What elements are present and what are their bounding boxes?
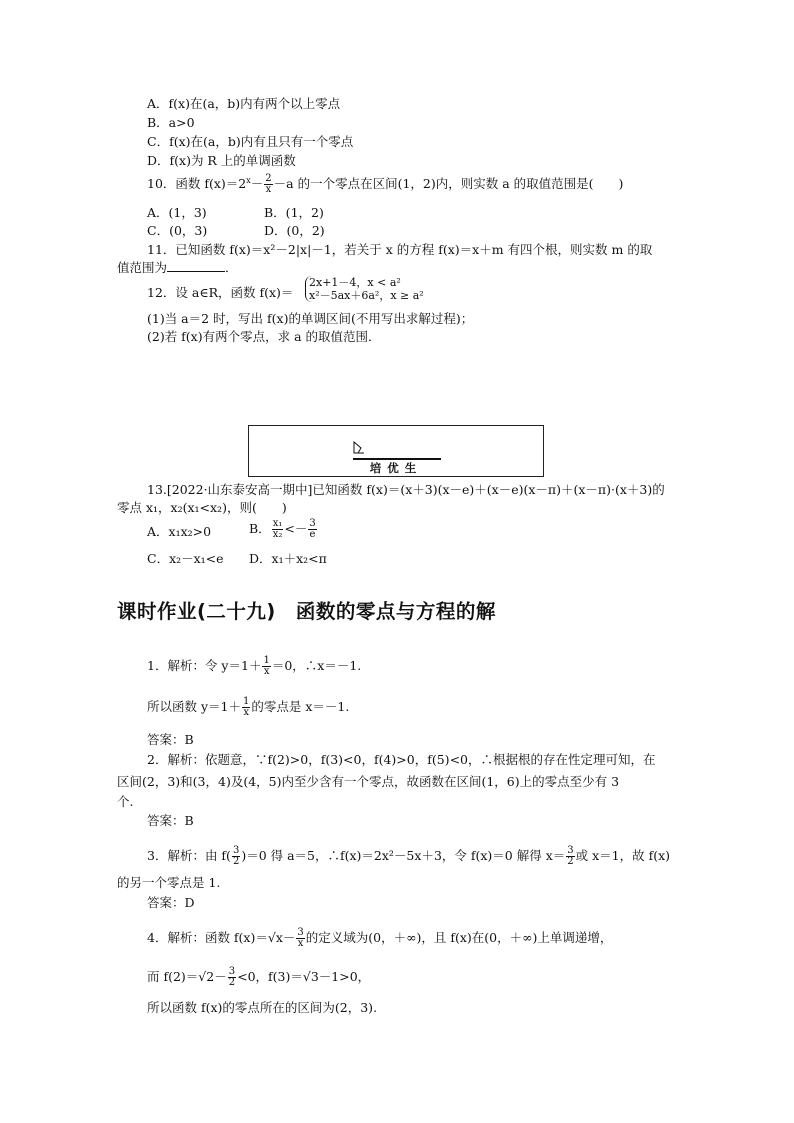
- q10-option-c: C．(0，3): [147, 223, 208, 238]
- q13-b-mid: <－: [284, 521, 308, 536]
- q11-end: ．: [225, 260, 238, 275]
- a1-l2-pre: 所以函数 y＝1＋: [147, 699, 241, 714]
- q11-line2: [117, 260, 238, 276]
- q13-b-frac2: [308, 519, 316, 540]
- q12-part1: (1)当 a＝2 时，写出 f(x)的单调区间(不用写出求解过程)；: [147, 311, 474, 326]
- answer1-result: 答案：B: [147, 732, 194, 747]
- q9-option-c: C．f(x)在(a，b)内有且只有一个零点: [147, 134, 354, 149]
- q9-option-b: B．a>0: [147, 115, 195, 130]
- a1-frac-num: 1: [263, 655, 270, 666]
- a1-pre: 1．解析：令 y＝1＋: [147, 658, 262, 673]
- answer3-line1: [147, 846, 670, 867]
- q11-line2-text: 值范围为: [117, 260, 168, 275]
- q11-line1: 11．已知函数 f(x)＝x²－2|x|－1，若关于 x 的方程 f(x)＝x＋m 有四个根，则实数 m 的取: [147, 242, 653, 257]
- q13-b-num2: 3: [309, 518, 316, 529]
- a4-l2-frac-num: 3: [228, 966, 236, 977]
- q10-stem-post: －a 的一个零点在区间(1，2)内，则实数 a 的取值范围是( ): [273, 176, 624, 191]
- a4-l2-frac-den: 2: [228, 977, 236, 988]
- q13-line2: 零点 x₁，x₂(x₁<x₂)，则( ): [117, 500, 287, 515]
- q10-minus: －: [250, 176, 264, 191]
- a3-frac2-num: 3: [567, 845, 574, 856]
- a4-l2-pre: 而 f(2)＝√2－: [147, 969, 227, 984]
- q10-exponent: x: [246, 175, 251, 185]
- answer1-line1: [147, 656, 361, 677]
- a4-frac-den: x: [297, 938, 304, 949]
- q13-option-d: D．x₁＋x₂<π: [249, 551, 327, 566]
- a3-frac-den: 2: [232, 856, 240, 867]
- q13-line1: 13.[2022·山东泰安高一期中]已知函数 f(x)＝(x＋3)(x－e)＋(x－e)(x－π)＋(x－π)·(x＋3)的: [147, 482, 665, 497]
- a1-l2-fraction: [242, 697, 250, 718]
- pencil-icon: [352, 440, 366, 456]
- answer2-line3: 个.: [117, 794, 134, 809]
- a1-post: ＝0，∴x＝－1.: [271, 658, 362, 673]
- a3-fraction2: [566, 846, 574, 867]
- a4-frac-num: 3: [297, 927, 304, 938]
- answer4-line1: [147, 928, 612, 949]
- q9-option-d: D．f(x)为 R 上的单调函数: [147, 153, 296, 168]
- q13-option-a: A．x₁x₂>0: [147, 524, 212, 539]
- a1-l2-frac-den: x: [243, 707, 249, 718]
- q13-b-label: B．: [249, 521, 271, 536]
- q13-b-frac1: [272, 519, 284, 540]
- a3-pre: 3．解析：由 f(: [147, 848, 231, 863]
- a3-frac2-den: 2: [567, 856, 574, 867]
- banner-title: 培优生: [369, 461, 423, 475]
- a1-l2-frac-num: 1: [243, 696, 250, 707]
- q10-stem: [147, 174, 623, 195]
- q13-option-b: [249, 519, 318, 540]
- q10-stem-pre: 10．函数 f(x)＝2: [147, 176, 247, 191]
- q10-option-a: A．(1，3): [147, 205, 207, 220]
- q10-frac-den: x: [265, 184, 272, 195]
- q9-option-a: A．f(x)在(a，b)内有两个以上零点: [147, 96, 341, 111]
- answer2-line2: 区间(2，3)和(3，4)及(4，5)内至少含有一个零点，故函数在区间(1，6)上的零点至少有 3: [117, 774, 620, 789]
- a1-frac-den: x: [263, 666, 270, 677]
- a4-l2-fraction: [228, 967, 236, 988]
- a4-l2-post: <0，f(3)＝√3－1>0，: [237, 969, 371, 984]
- answer2-line1: 2．解析：依题意，∵f(2)>0，f(3)<0，f(4)>0，f(5)<0，∴根据根的存在性定理可知，在: [147, 752, 656, 767]
- q10-option-b: B．(1，2): [264, 205, 324, 220]
- section-banner: [248, 425, 544, 477]
- answer2-result: 答案：B: [147, 813, 194, 828]
- answer4-line3: 所以函数 f(x)的零点所在的区间为(2，3).: [147, 1000, 378, 1015]
- a3-fraction1: [232, 846, 240, 867]
- answer-blank: [167, 260, 225, 272]
- answer3-line2: 的另一个零点是 1.: [117, 875, 221, 890]
- a3-frac-num: 3: [232, 845, 240, 856]
- q12-stem: 12．设 a∈R，函数 f(x)＝: [147, 285, 294, 300]
- answer3-result: 答案：D: [147, 895, 195, 910]
- q13-b-den: x₂: [272, 529, 283, 540]
- a4-pre: 4．解析：函数 f(x)＝√x－: [147, 930, 296, 945]
- q10-fraction: [264, 174, 272, 195]
- a4-fraction: [296, 928, 304, 949]
- a3-post: 或 x＝1，故 f(x): [575, 848, 671, 863]
- q13-b-den2: e: [309, 529, 316, 540]
- answer4-line2: [147, 967, 370, 988]
- a1-fraction: [262, 656, 270, 677]
- q10-frac-num: 2: [265, 173, 272, 184]
- q13-option-c: C．x₂－x₁<e: [147, 551, 224, 566]
- a1-l2-post: 的零点是 x＝－1.: [251, 699, 350, 714]
- page-title: 课时作业(二十九) 函数的零点与方程的解: [117, 600, 496, 623]
- answer1-line2: [147, 697, 349, 718]
- q12-part2: (2)若 f(x)有两个零点，求 a 的取值范围．: [147, 329, 381, 344]
- q10-option-d: D．(0，2): [264, 223, 325, 238]
- q12-case1: 2x+1－4，x < a²: [309, 276, 401, 289]
- q12-piecewise: [305, 276, 424, 302]
- q12-case2: x²－5ax＋6a²，x ≥ a²: [309, 289, 424, 302]
- a3-mid: )＝0 得 a＝5，∴f(x)＝2x²－5x＋3，令 f(x)＝0 解得 x＝: [241, 848, 566, 863]
- a4-post: 的定义域为(0，＋∞)，且 f(x)在(0，＋∞)上单调递增，: [305, 930, 613, 945]
- q13-b-num: x₁: [272, 518, 283, 529]
